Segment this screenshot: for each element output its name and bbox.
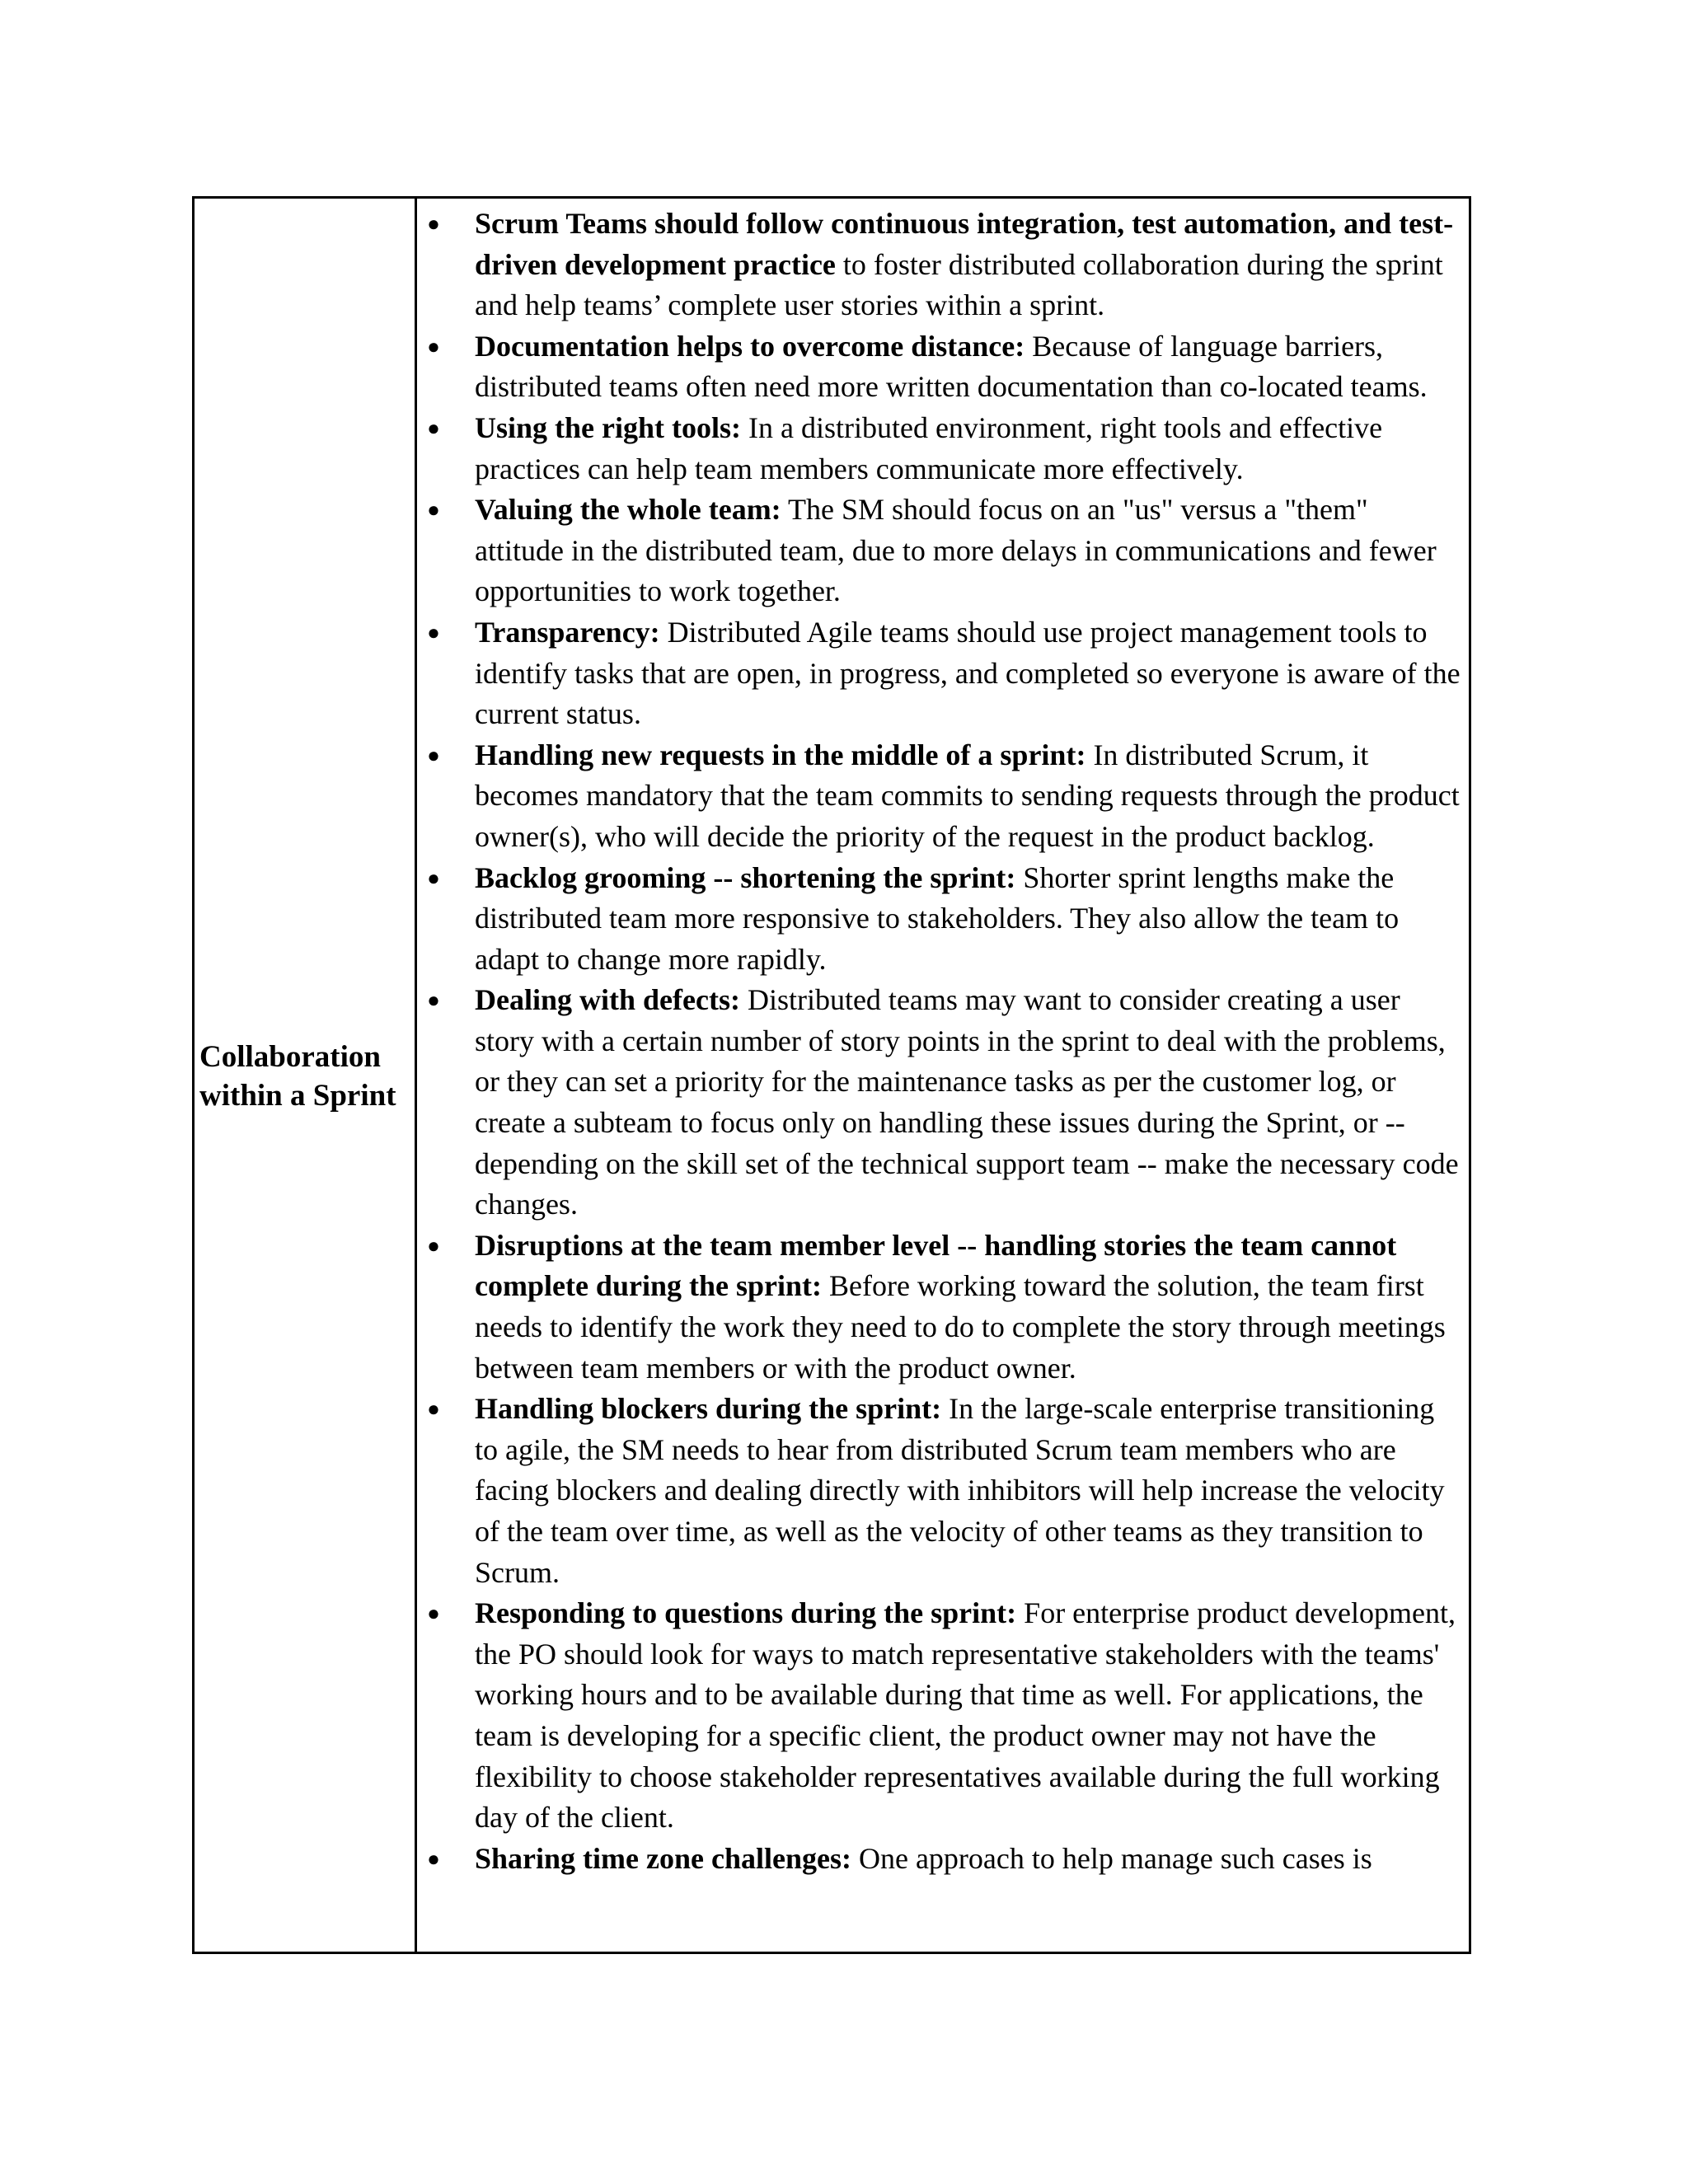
bullet-icon: ● (427, 865, 440, 890)
list-item (425, 490, 1464, 612)
bullet-icon: ● (427, 988, 440, 1013)
item-lead: Documentation helps to overcome distance: (475, 329, 1025, 363)
content-table (192, 196, 1471, 1954)
list-item (425, 1226, 1464, 1389)
row-content-cell (417, 199, 1469, 1952)
item-text: Before working toward the solution, the team first needs to identify the work they need to do to complete the story through meetings between team members or with the product owner. (475, 1269, 1446, 1385)
list-item (425, 326, 1464, 408)
item-text: One approach to help manage such cases is (851, 1841, 1372, 1875)
bullet-icon: ● (427, 1233, 440, 1258)
bullet-icon: ● (427, 415, 440, 440)
item-lead: Handling new requests in the middle of a sprint: (475, 738, 1086, 771)
item-text: The SM should focus on an "us" versus a "them" attitude in the distributed team, due to more delays in communications and fewer opportunities to work together. (475, 493, 1437, 608)
bullet-icon: ● (427, 743, 440, 767)
item-lead: Scrum Teams should follow continuous integration, test automation, and test-driven development practice (475, 207, 1454, 281)
bullet-list (425, 204, 1464, 1879)
bullet-icon: ● (427, 334, 440, 359)
item-lead: Using the right tools: (475, 410, 741, 444)
item-lead: Handling blockers during the sprint: (475, 1392, 942, 1426)
item-text: Because of language barriers, distributed teams often need more written documentation than co-located teams. (475, 329, 1428, 404)
item-lead: Backlog grooming -- shortening the sprint: (475, 860, 1016, 894)
row-label-cell (195, 199, 417, 1952)
item-text: In a distributed environment, right tools and effective practices can help team members communicate more effectively. (475, 410, 1383, 485)
list-item (425, 204, 1464, 326)
bullet-icon: ● (427, 498, 440, 523)
list-item (425, 1593, 1464, 1839)
list-item (425, 1839, 1464, 1880)
list-item (425, 980, 1464, 1226)
item-text: In the large-scale enterprise transitioning to agile, the SM needs to hear from distributed Scrum team members who are facing blockers and dealing directly with inhibitors will help increase the velocity of the team over time, as well as the velocity of other teams as they transition to Scrum. (475, 1392, 1445, 1589)
list-item (425, 1389, 1464, 1593)
item-text: Distributed Agile teams should use project management tools to identify tasks that are open, in progress, and completed so everyone is aware of the current status. (475, 615, 1461, 731)
item-lead: Transparency: (475, 615, 660, 649)
bullet-icon: ● (427, 1846, 440, 1871)
list-item (425, 612, 1464, 735)
bullet-icon: ● (427, 212, 440, 236)
item-lead: Sharing time zone challenges: (475, 1841, 851, 1875)
item-lead: Dealing with defects: (475, 983, 740, 1017)
list-item (425, 408, 1464, 490)
row-label: Collaboration within a Sprint (199, 1039, 396, 1113)
item-text: For enterprise product development, the PO should look for ways to match representative stakeholders with the teams' working hours and to be available during that time as well. For applications, the team is developing for a specific client, the product owner may not have the flexibility to choose stakeholder representatives available during the full working day of the client. (475, 1596, 1456, 1835)
item-lead: Responding to questions during the sprint: (475, 1596, 1017, 1630)
list-item (425, 858, 1464, 981)
item-text: Distributed teams may want to consider creating a user story with a certain number of story points in the sprint to deal with the problems, or they can set a priority for the maintenance tasks as per the customer log, or create a subteam to focus only on handling these issues during the Sprint, or -- depending on the skill set of the technical support team -- make the necessary code changes. (475, 983, 1459, 1221)
bullet-icon: ● (427, 1397, 440, 1422)
item-lead: Disruptions at the team member level -- handling stories the team cannot complete during the sprint: (475, 1228, 1397, 1303)
list-item (425, 735, 1464, 858)
item-text: In distributed Scrum, it becomes mandatory that the team commits to sending requests through the product owner(s), who will decide the priority of the request in the product backlog. (475, 738, 1460, 853)
item-text: to foster distributed collaboration during the sprint and help teams’ complete user stories within a sprint. (475, 247, 1443, 322)
item-text: Shorter sprint lengths make the distributed team more responsive to stakeholders. They also allow the team to adapt to change more rapidly. (475, 860, 1400, 976)
bullet-icon: ● (427, 620, 440, 644)
bullet-icon: ● (427, 1601, 440, 1626)
item-lead: Valuing the whole team: (475, 493, 781, 527)
